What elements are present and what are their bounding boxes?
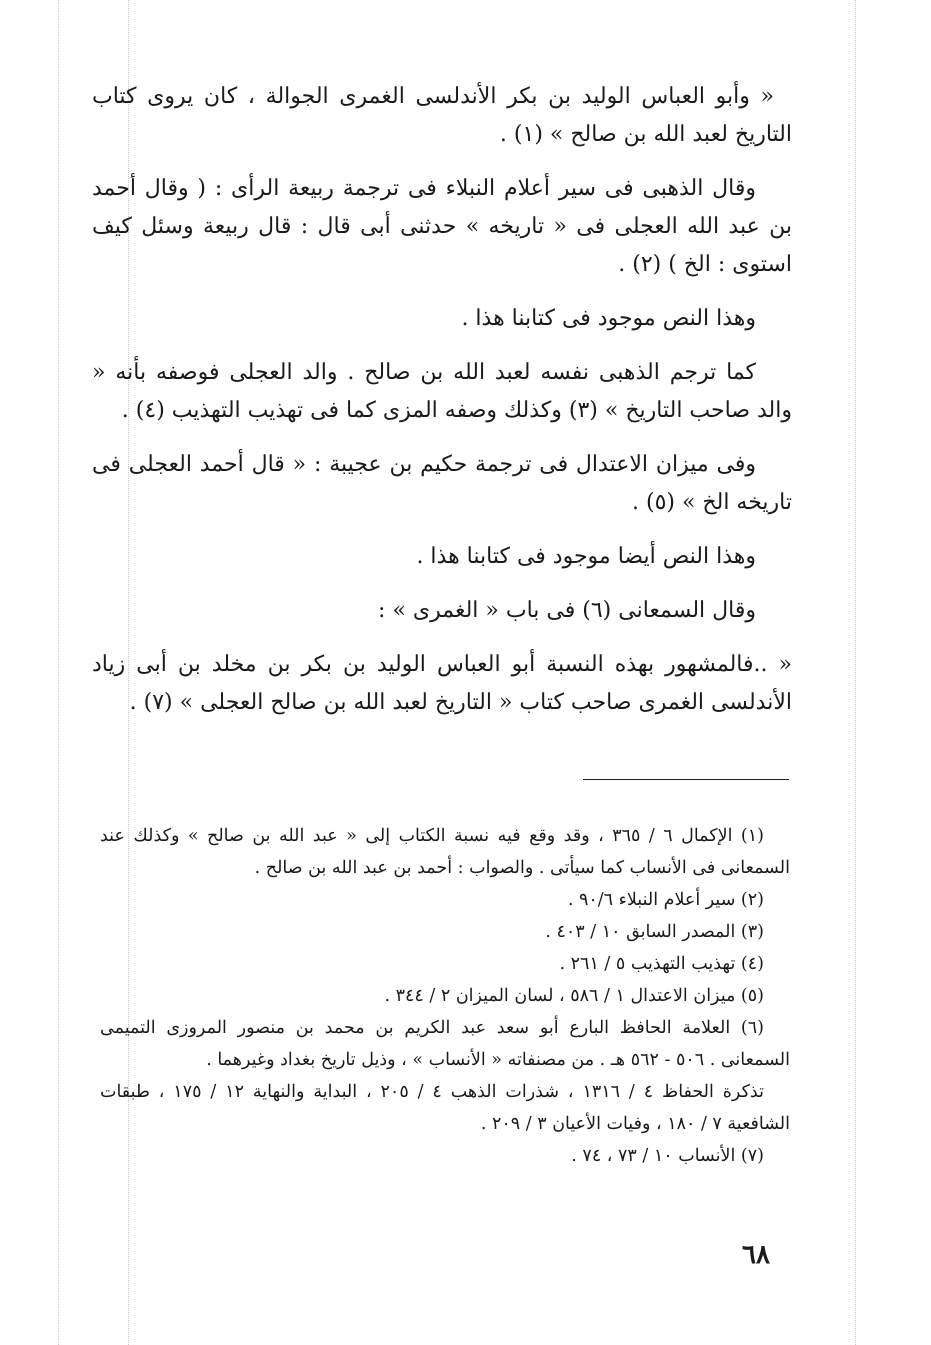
footnote-5: (٥) ميزان الاعتدال ١ / ٥٨٦ ، لسان الميزان ٢ / ٣٤٤ . <box>384 986 764 1006</box>
footnote-4: (٤) تهذيب التهذيب ٥ / ٢٦١ . <box>559 954 764 974</box>
main-text <box>92 78 792 738</box>
scan-artifact-left <box>58 0 59 1345</box>
footnote-6-sources: تذكرة الحفاظ ٤ / ١٣١٦ ، شذرات الذهب ٤ / ٢٠٥ ، البداية والنهاية ١٢ / ١٧٥ ، طبقات الشافعية ٧ / ١٨٠ ، وفيات الأعيان ٣ / ٢٠٩ . <box>100 1082 790 1134</box>
footnotes <box>100 820 790 1172</box>
footnote-2: (٢) سير أعلام النبلاء ٩٠/٦ . <box>567 890 764 910</box>
paragraph-4: كما ترجم الذهبى نفسه لعبد الله بن صالح . والد العجلى فوصفه بأنه « والد صاحب التاريخ » (٣) وكذلك وصفه المزى كما فى تهذيب التهذيب (٤) . <box>92 360 792 423</box>
paragraph-7: وقال السمعانى (٦) فى باب « الغمرى » : <box>378 598 756 623</box>
footnote-1: (١) الإكمال ٦ / ٣٦٥ ، وقد وقع فيه نسبة الكتاب إلى « عبد الله بن صالح » وكذلك عند السمعانى فى الأنساب كما سيأتى . والصواب : أحمد بن عبد الله بن صالح . <box>100 826 790 878</box>
paragraph-1: « وأبو العباس الوليد بن بكر الأندلسى الغمرى الجوالة ، كان يروى كتاب التاريخ لعبد الله بن صالح » (١) . <box>92 84 792 147</box>
footnote-6: (٦) العلامة الحافظ البارع أبو سعد عبد الكريم بن محمد بن منصور المروزى التميمى السمعانى . ٥٠٦ - ٥٦٢ هـ . من مصنفاته « الأنساب » ، وذيل تاريخ بغداد وغيرهما . <box>100 1018 790 1070</box>
page-number: ٦٨ <box>742 1240 770 1270</box>
paragraph-3: وهذا النص موجود فى كتابنا هذا . <box>461 306 756 331</box>
footnote-7: (٧) الأنساب ١٠ / ٧٣ ، ٧٤ . <box>571 1146 764 1166</box>
footnote-divider <box>583 779 789 780</box>
scan-artifact-right <box>855 0 856 1345</box>
paragraph-5: وفى ميزان الاعتدال فى ترجمة حكيم بن عجيبة : « قال أحمد العجلى فى تاريخه الخ » (٥) . <box>92 452 792 515</box>
footnote-3: (٣) المصدر السابق ١٠ / ٤٠٣ . <box>545 922 764 942</box>
paragraph-8-quote: « ..فالمشهور بهذه النسبة أبو العباس الوليد بن بكر بن مخلد بن أبى زياد الأندلسى الغمرى صاحب كتاب « التاريخ لعبد الله بن صالح العجلى » (٧) . <box>92 652 792 715</box>
paragraph-2: وقال الذهبى فى سير أعلام النبلاء فى ترجمة ربيعة الرأى : ( وقال أحمد بن عبد الله العجلى فى « تاريخه » حدثنى أبى قال : قال ربيعة وسئل كيف استوى : الخ ) (٢) . <box>92 176 792 277</box>
paragraph-6: وهذا النص أيضا موجود فى كتابنا هذا . <box>416 544 756 569</box>
